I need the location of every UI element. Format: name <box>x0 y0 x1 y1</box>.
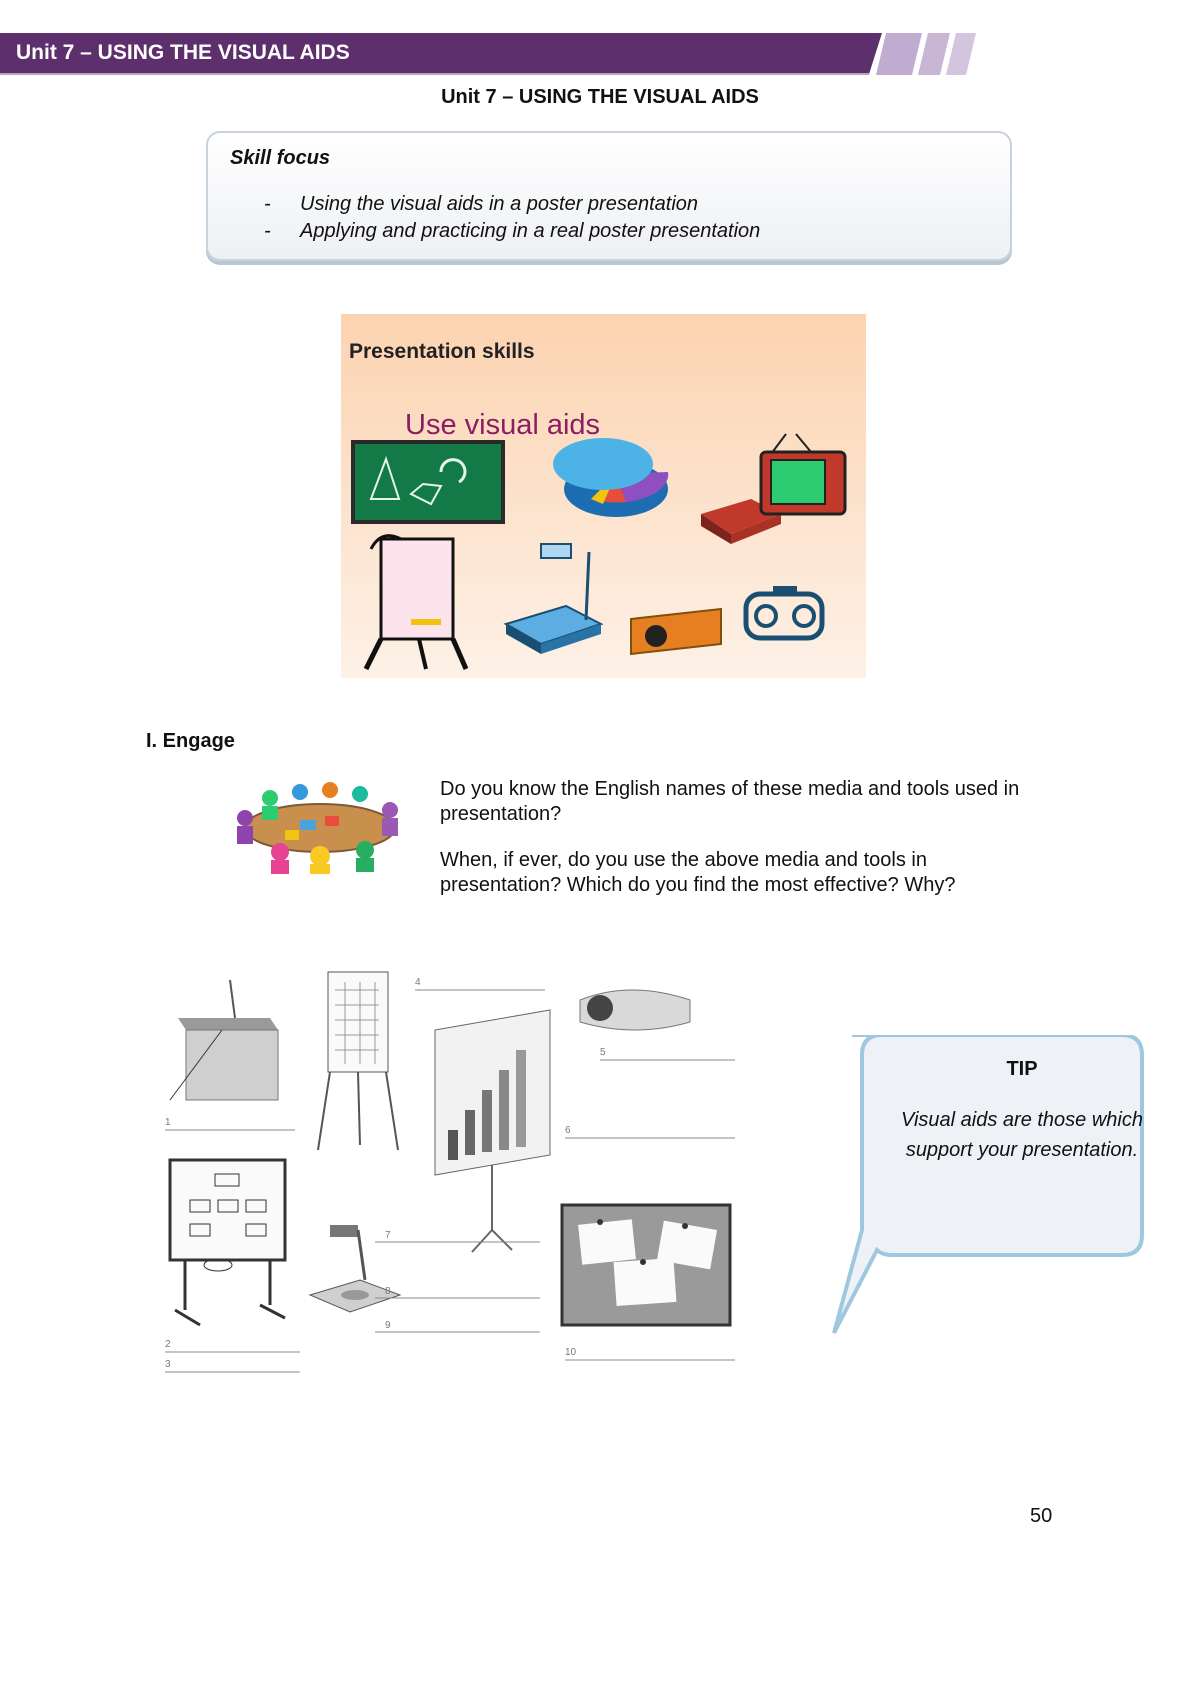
blank-number-1: 1 <box>165 1117 171 1128</box>
flip-chart-icon <box>318 972 398 1150</box>
meeting-table-illustration <box>225 770 415 874</box>
blank-number-4: 4 <box>415 977 421 988</box>
cassette-player-icon <box>746 586 822 638</box>
blank-number-6: 6 <box>565 1125 571 1136</box>
blank-number-7: 7 <box>385 1230 391 1241</box>
visual-aids-clipart <box>341 314 866 678</box>
digital-projector-icon <box>631 609 721 654</box>
section-heading-engage: I. Engage <box>146 730 235 752</box>
bullet-dash: - <box>264 193 271 215</box>
tip-text: Visual aids are those which support your presentation. <box>901 1109 1143 1161</box>
overhead-projector-icon <box>506 544 601 654</box>
blank-number-2: 2 <box>165 1339 171 1350</box>
running-header: Unit 7 – USING THE VISUAL AIDS <box>16 41 350 64</box>
blank-number-10: 10 <box>565 1347 577 1358</box>
blank-number-8: 8 <box>385 1286 391 1297</box>
page-title: Unit 7 – USING THE VISUAL AIDS <box>441 86 759 108</box>
projector-screen-icon <box>435 1010 550 1252</box>
bullet-dash: - <box>264 220 271 242</box>
skill-focus-box <box>206 131 1012 261</box>
blank-number-3: 3 <box>165 1359 171 1370</box>
page-number: 50 <box>1030 1505 1053 1527</box>
blank-number-5: 5 <box>600 1047 606 1058</box>
visual-aids-picture <box>341 314 866 678</box>
whiteboard-icon <box>170 1160 285 1325</box>
chalkboard-icon <box>353 442 503 522</box>
header-stripes-decoration <box>870 33 990 77</box>
tip-speech-bubble <box>830 1035 1160 1355</box>
engage-question: Do you know the English names of these media and tools used in presentation? <box>440 778 1020 825</box>
flip-chart-icon <box>366 536 466 669</box>
skill-focus-item-text: Applying and practicing in a real poster presentation <box>300 220 761 242</box>
picture-subheading: Use visual aids <box>405 409 601 441</box>
blank-number-9: 9 <box>385 1320 391 1331</box>
skill-focus-heading: Skill focus <box>230 147 331 169</box>
projector-icon <box>580 990 690 1030</box>
pie-chart-icon <box>553 438 668 517</box>
engage-question: When, if ever, do you use the above media and tools in presentation? Which do you find the most effective? Why? <box>440 849 956 896</box>
tip-title: TIP <box>1006 1058 1038 1080</box>
television-icon <box>761 434 845 514</box>
presentation-tools-illustration <box>160 960 760 1390</box>
skill-focus-item-text: Using the visual aids in a poster presentation <box>300 193 699 215</box>
picture-heading: Presentation skills <box>349 340 535 363</box>
lectern-icon <box>170 980 278 1100</box>
notice-board-icon <box>562 1205 730 1325</box>
